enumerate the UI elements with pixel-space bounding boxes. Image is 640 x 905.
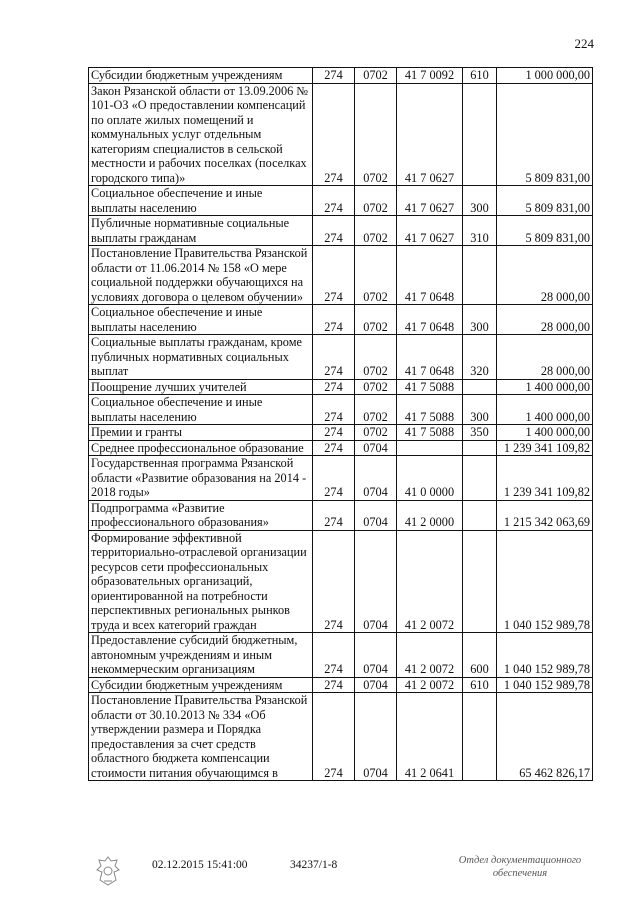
row-name-cell: Закон Рязанской области от 13.09.2006 № 101-ОЗ «О предоставлении компенсаций по оплате жилых помещений и коммунальных услуг отдельным категориям специалистов в сельской местности и рабочих поселках (поселках городского типа)» bbox=[89, 83, 313, 186]
stamp-line-1: Отдел документационного bbox=[458, 855, 582, 866]
row-name-cell: Предоставление субсидий бюджетным, автономным учреждениям и иным некоммерческим организациям bbox=[89, 633, 313, 678]
table-row bbox=[89, 395, 593, 425]
row-amount-cell: 1 239 341 109,82 bbox=[497, 456, 593, 501]
table-row bbox=[89, 693, 593, 781]
row-expense-type-cell bbox=[463, 379, 497, 395]
row-target-code-cell: 41 7 0627 bbox=[397, 186, 463, 216]
row-expense-type-cell bbox=[463, 500, 497, 530]
row-name-cell: Социальное обеспечение и иные выплаты населению bbox=[89, 395, 313, 425]
row-expense-type-cell bbox=[463, 530, 497, 633]
row-expense-type-cell: 300 bbox=[463, 305, 497, 335]
table-row bbox=[89, 500, 593, 530]
row-target-code-cell: 41 0 0000 bbox=[397, 456, 463, 501]
table-row bbox=[89, 83, 593, 186]
row-section-code-cell: 0704 bbox=[355, 456, 397, 501]
row-section-code-cell: 0702 bbox=[355, 68, 397, 84]
row-section-code-cell: 0704 bbox=[355, 530, 397, 633]
page-footer bbox=[0, 854, 640, 894]
row-expense-type-cell: 300 bbox=[463, 186, 497, 216]
coat-of-arms-icon bbox=[93, 854, 123, 888]
row-name-cell: Социальное обеспечение и иные выплаты населению bbox=[89, 305, 313, 335]
table-row bbox=[89, 335, 593, 380]
row-target-code-cell: 41 2 0641 bbox=[397, 693, 463, 781]
row-target-code-cell: 41 7 0627 bbox=[397, 83, 463, 186]
row-section-code-cell: 0702 bbox=[355, 335, 397, 380]
row-amount-cell: 5 809 831,00 bbox=[497, 186, 593, 216]
row-name-cell: Постановление Правительства Рязанской области от 30.10.2013 № 334 «Об утверждении размера и Порядка предоставления за счет средств областного бюджета компенсации стоимости питания обучающимся в bbox=[89, 693, 313, 781]
row-target-code-cell: 41 7 5088 bbox=[397, 395, 463, 425]
row-expense-type-cell: 610 bbox=[463, 677, 497, 693]
row-admin-code-cell: 274 bbox=[313, 186, 355, 216]
row-target-code-cell: 41 7 5088 bbox=[397, 425, 463, 441]
row-admin-code-cell: 274 bbox=[313, 677, 355, 693]
row-expense-type-cell bbox=[463, 456, 497, 501]
table-row bbox=[89, 530, 593, 633]
table-row bbox=[89, 379, 593, 395]
row-amount-cell: 1 400 000,00 bbox=[497, 395, 593, 425]
row-section-code-cell: 0702 bbox=[355, 379, 397, 395]
row-name-cell: Подпрограмма «Развитие профессионального образования» bbox=[89, 500, 313, 530]
row-expense-type-cell bbox=[463, 83, 497, 186]
row-target-code-cell: 41 7 0648 bbox=[397, 305, 463, 335]
row-name-cell: Постановление Правительства Рязанской области от 11.06.2014 № 158 «О мере социальной поддержки обучающихся на условиях договора о целевом обучении» bbox=[89, 246, 313, 305]
row-amount-cell: 1 040 152 989,78 bbox=[497, 633, 593, 678]
row-name-cell: Публичные нормативные социальные выплаты гражданам bbox=[89, 216, 313, 246]
row-target-code-cell: 41 7 0648 bbox=[397, 246, 463, 305]
row-name-cell: Премии и гранты bbox=[89, 425, 313, 441]
row-amount-cell: 1 040 152 989,78 bbox=[497, 677, 593, 693]
budget-table bbox=[88, 67, 593, 781]
table-row bbox=[89, 68, 593, 84]
row-amount-cell: 1 400 000,00 bbox=[497, 379, 593, 395]
table-row bbox=[89, 305, 593, 335]
row-section-code-cell: 0702 bbox=[355, 395, 397, 425]
row-name-cell: Социальное обеспечение и иные выплаты населению bbox=[89, 186, 313, 216]
row-amount-cell: 28 000,00 bbox=[497, 335, 593, 380]
stamp-line-2: обеспечения bbox=[492, 868, 548, 879]
row-amount-cell: 28 000,00 bbox=[497, 305, 593, 335]
row-section-code-cell: 0702 bbox=[355, 186, 397, 216]
row-expense-type-cell: 320 bbox=[463, 335, 497, 380]
row-amount-cell: 65 462 826,17 bbox=[497, 693, 593, 781]
row-expense-type-cell: 300 bbox=[463, 395, 497, 425]
row-admin-code-cell: 274 bbox=[313, 216, 355, 246]
footer-doc-number: 34237/1-8 bbox=[290, 859, 338, 871]
row-target-code-cell: 41 7 5088 bbox=[397, 379, 463, 395]
table-row bbox=[89, 677, 593, 693]
row-expense-type-cell: 350 bbox=[463, 425, 497, 441]
table-row bbox=[89, 186, 593, 216]
row-target-code-cell: 41 7 0627 bbox=[397, 216, 463, 246]
row-admin-code-cell: 274 bbox=[313, 693, 355, 781]
row-admin-code-cell: 274 bbox=[313, 68, 355, 84]
row-name-cell: Социальные выплаты гражданам, кроме публичных нормативных социальных выплат bbox=[89, 335, 313, 380]
row-amount-cell: 1 400 000,00 bbox=[497, 425, 593, 441]
row-section-code-cell: 0704 bbox=[355, 440, 397, 456]
row-name-cell: Субсидии бюджетным учреждениям bbox=[89, 68, 313, 84]
row-admin-code-cell: 274 bbox=[313, 440, 355, 456]
row-amount-cell: 1 215 342 063,69 bbox=[497, 500, 593, 530]
table-row bbox=[89, 246, 593, 305]
row-admin-code-cell: 274 bbox=[313, 379, 355, 395]
row-amount-cell: 5 809 831,00 bbox=[497, 83, 593, 186]
table-row bbox=[89, 456, 593, 501]
row-admin-code-cell: 274 bbox=[313, 530, 355, 633]
row-name-cell: Поощрение лучших учителей bbox=[89, 379, 313, 395]
row-admin-code-cell: 274 bbox=[313, 305, 355, 335]
row-admin-code-cell: 274 bbox=[313, 335, 355, 380]
row-amount-cell: 28 000,00 bbox=[497, 246, 593, 305]
row-admin-code-cell: 274 bbox=[313, 500, 355, 530]
row-name-cell: Субсидии бюджетным учреждениям bbox=[89, 677, 313, 693]
department-stamp bbox=[450, 854, 590, 880]
row-admin-code-cell: 274 bbox=[313, 83, 355, 186]
table-row bbox=[89, 633, 593, 678]
row-amount-cell: 1 040 152 989,78 bbox=[497, 530, 593, 633]
row-target-code-cell: 41 2 0072 bbox=[397, 633, 463, 678]
row-section-code-cell: 0704 bbox=[355, 500, 397, 530]
row-section-code-cell: 0702 bbox=[355, 83, 397, 186]
row-section-code-cell: 0702 bbox=[355, 216, 397, 246]
row-expense-type-cell: 610 bbox=[463, 68, 497, 84]
footer-datetime: 02.12.2015 15:41:00 bbox=[152, 859, 248, 871]
row-admin-code-cell: 274 bbox=[313, 633, 355, 678]
row-section-code-cell: 0702 bbox=[355, 305, 397, 335]
table-row bbox=[89, 425, 593, 441]
page-number: 224 bbox=[574, 36, 594, 51]
row-section-code-cell: 0704 bbox=[355, 693, 397, 781]
row-name-cell: Среднее профессиональное образование bbox=[89, 440, 313, 456]
row-name-cell: Государственная программа Рязанской области «Развитие образования на 2014 - 2018 годы» bbox=[89, 456, 313, 501]
row-section-code-cell: 0704 bbox=[355, 677, 397, 693]
row-target-code-cell bbox=[397, 440, 463, 456]
row-expense-type-cell bbox=[463, 693, 497, 781]
row-amount-cell: 1 000 000,00 bbox=[497, 68, 593, 84]
row-admin-code-cell: 274 bbox=[313, 395, 355, 425]
row-section-code-cell: 0704 bbox=[355, 633, 397, 678]
row-amount-cell: 5 809 831,00 bbox=[497, 216, 593, 246]
table-row bbox=[89, 440, 593, 456]
row-target-code-cell: 41 7 0092 bbox=[397, 68, 463, 84]
row-section-code-cell: 0702 bbox=[355, 425, 397, 441]
row-expense-type-cell bbox=[463, 246, 497, 305]
row-expense-type-cell: 600 bbox=[463, 633, 497, 678]
row-target-code-cell: 41 2 0000 bbox=[397, 500, 463, 530]
row-amount-cell: 1 239 341 109,82 bbox=[497, 440, 593, 456]
row-section-code-cell: 0702 bbox=[355, 246, 397, 305]
table-row bbox=[89, 216, 593, 246]
row-admin-code-cell: 274 bbox=[313, 246, 355, 305]
row-target-code-cell: 41 2 0072 bbox=[397, 677, 463, 693]
row-target-code-cell: 41 2 0072 bbox=[397, 530, 463, 633]
row-name-cell: Формирование эффективной территориально-отраслевой организации ресурсов сети профессиональных образовательных организаций, ориентированной на потребности перспективных региональных рынков труда и всех категорий граждан bbox=[89, 530, 313, 633]
row-admin-code-cell: 274 bbox=[313, 456, 355, 501]
row-target-code-cell: 41 7 0648 bbox=[397, 335, 463, 380]
row-expense-type-cell: 310 bbox=[463, 216, 497, 246]
row-admin-code-cell: 274 bbox=[313, 425, 355, 441]
row-expense-type-cell bbox=[463, 440, 497, 456]
